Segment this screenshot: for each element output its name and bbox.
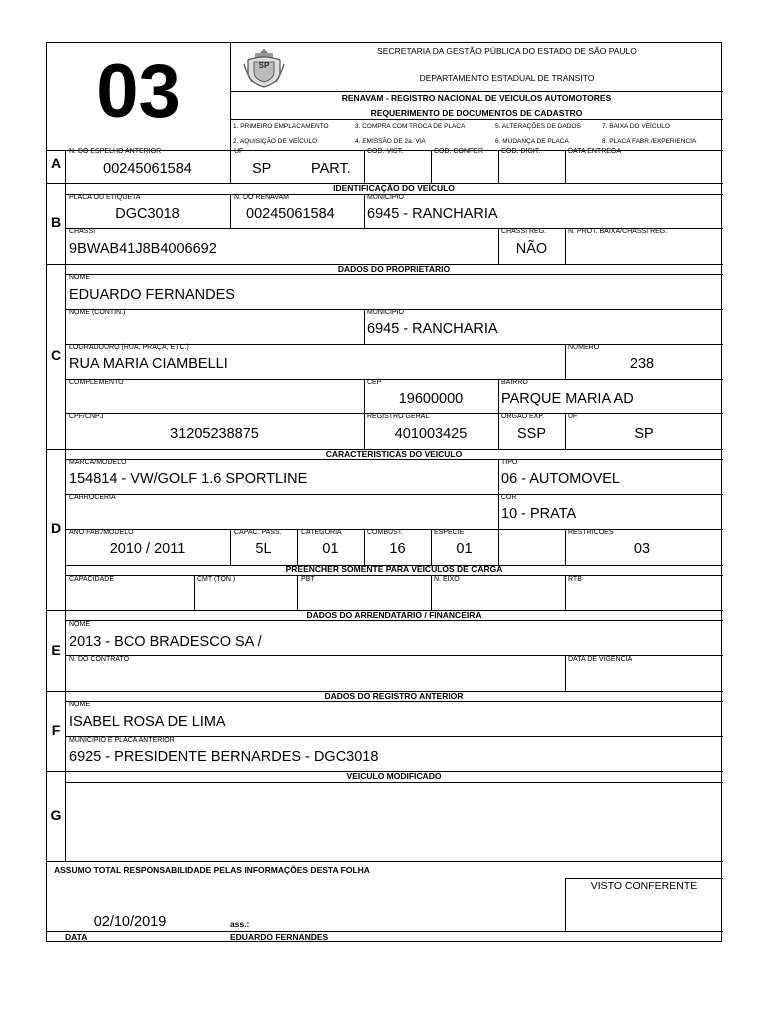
label-prot-baixa: N. PROT. BAIXA/CHASSI REG. xyxy=(568,228,668,235)
value-placa: DGC3018 xyxy=(115,206,180,222)
value-especie: 01 xyxy=(456,541,473,557)
label-cod-confer: COD. CONFER xyxy=(434,148,483,155)
visto-conferente-label: VISTO CONFERENTE xyxy=(590,880,698,892)
value-capac-pass: 5L xyxy=(255,541,272,557)
label-capacidade: CAPACIDADE xyxy=(69,576,114,583)
label-cpf-cnpj: CPF/CNPJ xyxy=(69,413,104,420)
option-aquisicao-veiculo: 2. AQUISIÇÃO DE VEÍCULO xyxy=(233,138,318,145)
section-letter-g: G xyxy=(50,807,62,823)
value-cpf-cnpj: 31205238875 xyxy=(170,426,259,442)
label-logradouro: LOGRADOURO (RUA, PRAÇA, ETC.) xyxy=(69,344,189,351)
label-especie: ESPECIE xyxy=(434,529,465,536)
label-espelho-anterior: N. DO ESPELHO ANTERIOR xyxy=(69,148,162,155)
value-cep: 19600000 xyxy=(398,391,464,407)
value-numero: 238 xyxy=(629,356,655,372)
header-departamento: DEPARTAMENTO ESTADUAL DE TRANSITO xyxy=(419,73,595,83)
option-baixa-veiculo: 7. BAIXA DO VEÍCULO xyxy=(602,123,670,130)
coat-of-arms-lettering: SP xyxy=(258,61,270,70)
title-arrendatario-financeira: DADOS DO ARRENDATARIO / FINANCEIRA xyxy=(306,610,482,620)
label-rtb: RTB xyxy=(568,576,582,583)
value-restricoes: 03 xyxy=(633,541,651,557)
label-cep: CEP xyxy=(367,379,382,386)
value-orgao-exp: SSP xyxy=(516,426,546,442)
option-placa-fabr: 8. PLACA FABR./EXPERIENCIA xyxy=(602,138,697,145)
label-uf: UF xyxy=(234,148,244,155)
value-nome-anterior: ISABEL ROSA DE LIMA xyxy=(69,714,226,730)
header-renavam: RENAVAM - REGISTRO NACIONAL DE VEICULOS AUTOMOTORES xyxy=(341,93,612,103)
label-placa: PLACA OU ETIQUETA xyxy=(69,194,141,201)
form-number: 03 xyxy=(96,49,181,134)
header-secretaria: SECRETARIA DA GESTÃO PÚBLICA DO ESTADO DE SÃO PAULO xyxy=(377,46,637,56)
value-registro-geral: 401003425 xyxy=(394,426,468,442)
value-combust: 16 xyxy=(389,541,406,557)
section-letter-d: D xyxy=(50,520,62,536)
section-letter-b: B xyxy=(50,214,62,230)
label-ano-fab-modelo: ANO FAB./MODELO xyxy=(69,529,134,536)
value-categoria-part: PART. xyxy=(311,161,351,177)
title-caracteristicas-veiculo: CARACTERISTICAS DO VEICULO xyxy=(325,449,463,459)
signature-ass-label: ass.: xyxy=(230,919,250,929)
option-alteracoes-dados: 5. ALTERAÇÕES DE DADOS xyxy=(495,123,581,130)
value-categoria: 01 xyxy=(322,541,339,557)
title-registro-anterior: DADOS DO REGISTRO ANTERIOR xyxy=(324,691,464,701)
label-cod-vist: COD. VIST. xyxy=(367,148,404,155)
section-letter-c: C xyxy=(50,347,62,363)
label-capac-pass: CAPAC. PASS. xyxy=(234,529,282,536)
value-uf-proprietario: SP xyxy=(634,426,654,442)
label-combust: COMBUST. xyxy=(367,529,404,536)
section-letter-f: F xyxy=(51,722,61,738)
label-nome-anterior: NOME xyxy=(69,701,90,708)
label-orgao-exp: ORGAO EXP. xyxy=(501,413,545,420)
value-marca-modelo: 154814 - VW/GOLF 1.6 SPORTLINE xyxy=(69,471,308,487)
value-municipio-veiculo: 6945 - RANCHARIA xyxy=(367,206,498,222)
value-bairro: PARQUE MARIA AD xyxy=(501,391,634,407)
label-data-entrega: DATA ENTREGA xyxy=(568,148,622,155)
label-cor: COR xyxy=(501,494,517,501)
label-bairro: BAIRRO xyxy=(501,379,528,386)
title-identificacao-veiculo: IDENTIFICAÇÃO DO VEÍCULO xyxy=(333,183,455,193)
header-requerimento: REQUERIMENTO DE DOCUMENTOS DE CADASTRO xyxy=(370,108,583,118)
date-label: DATA xyxy=(65,932,88,942)
label-nome-contin: NOME (CONTIN.) xyxy=(69,309,126,316)
signer-name: EDUARDO FERNANDES xyxy=(230,932,329,942)
option-emissao-2a-via: 4. EMISSÃO DE 2a. VIA xyxy=(355,138,426,145)
label-carroceria: CARROCERIA xyxy=(69,494,116,501)
value-tipo: 06 - AUTOMOVEL xyxy=(501,471,620,487)
title-veiculos-carga: PREENCHER SOMENTE PARA VEICULOS DE CARGA xyxy=(285,564,503,574)
label-complemento: COMPLEMENTO xyxy=(69,379,124,386)
value-nome-proprietario: EDUARDO FERNANDES xyxy=(69,287,235,303)
value-ano-fab-modelo: 2010 / 2011 xyxy=(109,541,186,557)
value-logradouro: RUA MARIA CIAMBELLI xyxy=(69,356,228,372)
option-mudanca-placa: 6. MUDANÇA DE PLACA xyxy=(495,138,569,145)
label-municipio-veiculo: MUNICIPIO xyxy=(367,194,404,201)
title-dados-proprietario: DADOS DO PROPRIETARIO xyxy=(337,264,451,274)
value-uf: SP xyxy=(252,161,272,177)
section-letter-a: A xyxy=(50,155,62,171)
option-primeiro-emplacamento: 1. PRIMEIRO EMPLACAMENTO xyxy=(233,123,329,130)
value-chassi-reg: NÃO xyxy=(515,241,548,257)
label-nome-financeira: NOME xyxy=(69,621,90,628)
title-veiculo-modificado: VEICULO MODIFICADO xyxy=(346,771,442,781)
label-data-vigencia: DATA DE VIGENCIA xyxy=(568,656,633,663)
label-marca-modelo: MARCA/MODELO xyxy=(69,459,127,466)
value-nome-financeira: 2013 - BCO BRADESCO SA / xyxy=(69,634,262,650)
value-municipio-proprietario: 6945 - RANCHARIA xyxy=(367,321,498,337)
label-chassi: CHASSI xyxy=(69,228,96,235)
section-letter-e: E xyxy=(51,642,61,658)
value-renavam: 00245061584 xyxy=(246,206,335,222)
label-tipo: TIPO xyxy=(501,459,518,466)
label-n-eixo: N. EIXO xyxy=(434,576,460,583)
label-restricoes: RESTRICOES xyxy=(568,529,614,536)
label-n-contrato: N. DO CONTRATO xyxy=(69,656,130,663)
label-cod-digit: COD. DIGIT. xyxy=(501,148,541,155)
value-cor: 10 - PRATA xyxy=(501,506,577,522)
label-municipio-placa-anterior: MUNICIPIO E PLACA ANTERIOR xyxy=(69,737,175,744)
label-uf-proprietario: UF xyxy=(568,413,578,420)
label-cmt: CMT (TON.) xyxy=(197,576,236,583)
label-numero: NUMERO xyxy=(568,344,600,351)
label-nome-proprietario: NOME xyxy=(69,274,90,281)
label-chassi-reg: CHASSI REG. xyxy=(501,228,547,235)
label-municipio-proprietario: MUNICIPIO xyxy=(367,309,404,316)
value-chassi: 9BWAB41J8B4006692 xyxy=(69,241,217,257)
cadastro-form xyxy=(46,42,722,942)
label-registro-geral: REGISTRO GERAL xyxy=(367,413,430,420)
value-espelho-anterior: 00245061584 xyxy=(103,161,192,177)
signature-date: 02/10/2019 xyxy=(93,914,167,930)
value-municipio-placa-anterior: 6925 - PRESIDENTE BERNARDES - DGC3018 xyxy=(69,749,379,765)
option-compra-troca-placa: 3. COMPRA COM TROCA DE PLACA xyxy=(355,123,466,130)
label-renavam: N. DO RENAVAM xyxy=(234,194,289,201)
label-categoria: CATEGORIA xyxy=(301,529,342,536)
label-pbt: PBT xyxy=(301,576,315,583)
responsabilidade-statement: ASSUMO TOTAL RESPONSABILIDADE PELAS INFORMAÇÕES DESTA FOLHA xyxy=(54,865,370,875)
